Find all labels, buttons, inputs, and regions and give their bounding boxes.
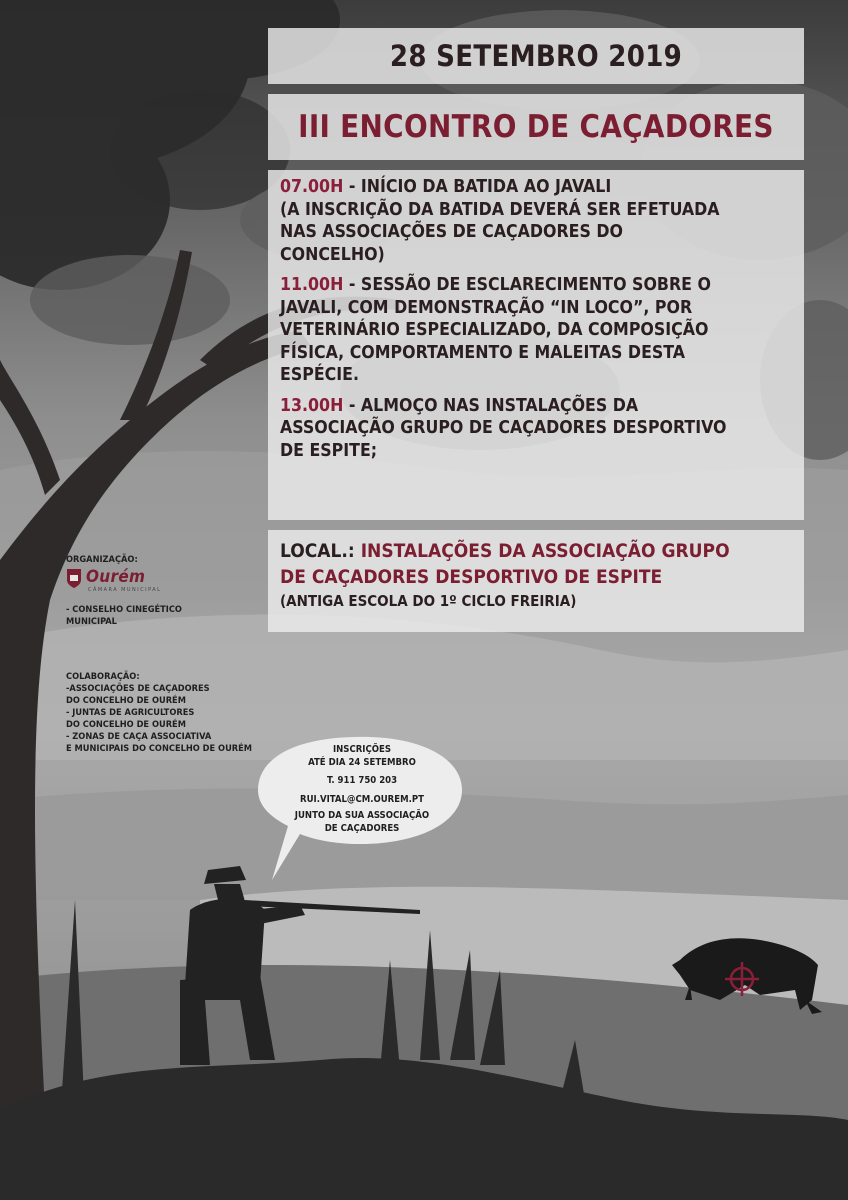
location-line-1: INSTALAÇÕES DA ASSOCIAÇÃO GRUPO — [354, 540, 730, 562]
event-title: III ENCONTRO DE CAÇADORES — [298, 109, 774, 145]
program-panel — [268, 170, 804, 520]
registration-title: INSCRIÇÕES — [332, 744, 392, 755]
list-item: E MUNICIPAIS DO CONCELHO DE OURÉM — [66, 743, 253, 754]
logo-subtitle: CÂMARA MUNICIPAL — [88, 587, 162, 593]
location-note: (ANTIGA ESCOLA DO 1º CICLO FREIRIA) — [280, 592, 577, 610]
event-date: 28 SETEMBRO 2019 — [389, 39, 683, 73]
location-label: LOCAL.: — [280, 540, 355, 562]
list-item: - ZONAS DE CAÇA ASSOCIATIVA — [66, 731, 212, 742]
collaboration-list — [66, 671, 252, 755]
organization-label: ORGANIZAÇÃO: — [66, 554, 138, 565]
collaboration-title: COLABORAÇÃO: — [66, 671, 140, 682]
list-item: DO CONCELHO DE OURÉM — [66, 695, 186, 706]
list-item: DO CONCELHO DE OURÉM — [66, 719, 186, 730]
list-item: - JUNTAS DE AGRICULTORES — [66, 707, 195, 718]
registration-bubble: INSCRIÇÕES ATÉ DIA 24 SETEMBRO T. 911 750 203 RUI.VITAL@CM.OUREM.PT JUNTO DA SUA ASSOCIAÇÃO DE CAÇADORES — [272, 744, 452, 835]
program-item: 07.00H - INÍCIO DA BATIDA AO JAVALI (A INSCRIÇÃO DA BATIDA DEVERÁ SER EFETUADA NAS ASSOCIAÇÕES DE CAÇADORES DO CONCELHO) — [280, 177, 720, 265]
date-banner — [268, 28, 804, 84]
registration-email: RUI.VITAL@CM.OUREM.PT — [300, 793, 424, 805]
registration-note: JUNTO DA SUA ASSOCIAÇÃO — [294, 810, 430, 821]
organization-also: - CONSELHO CINEGÉTICO MUNICIPAL — [66, 604, 182, 627]
registration-phone: T. 911 750 203 — [326, 775, 398, 786]
program-time: 11.00H — [280, 275, 344, 295]
list-item: -ASSOCIAÇÕES DE CAÇADORES — [66, 683, 210, 694]
program-time: 13.00H — [280, 395, 344, 416]
location-panel — [268, 530, 804, 632]
location-line-2: DE CAÇADORES DESPORTIVO DE ESPITE — [280, 566, 663, 588]
logo-name: Ourém — [86, 567, 146, 587]
ourem-logo — [66, 567, 176, 601]
coat-of-arms-icon — [66, 569, 82, 589]
registration-deadline: ATÉ DIA 24 SETEMBRO — [308, 756, 416, 768]
program-time: 07.00H — [280, 177, 344, 197]
program-item: 11.00H - SESSÃO DE ESCLARECIMENTO SOBRE O JAVALI, COM DEMONSTRAÇÃO “IN LOCO”, POR VETERINÁRIO ESPECIALIZADO, DA COMPOSIÇÃO FÍSICA, COMPORTAMENTO E MALEITAS DESTA ESPÉCIE. — [280, 275, 711, 385]
program-item: 13.00H - ALMOÇO NAS INSTALAÇÕES DA ASSOCIAÇÃO GRUPO DE CAÇADORES DESPORTIVO DE ESPITE; — [280, 395, 727, 461]
title-banner — [268, 94, 804, 160]
